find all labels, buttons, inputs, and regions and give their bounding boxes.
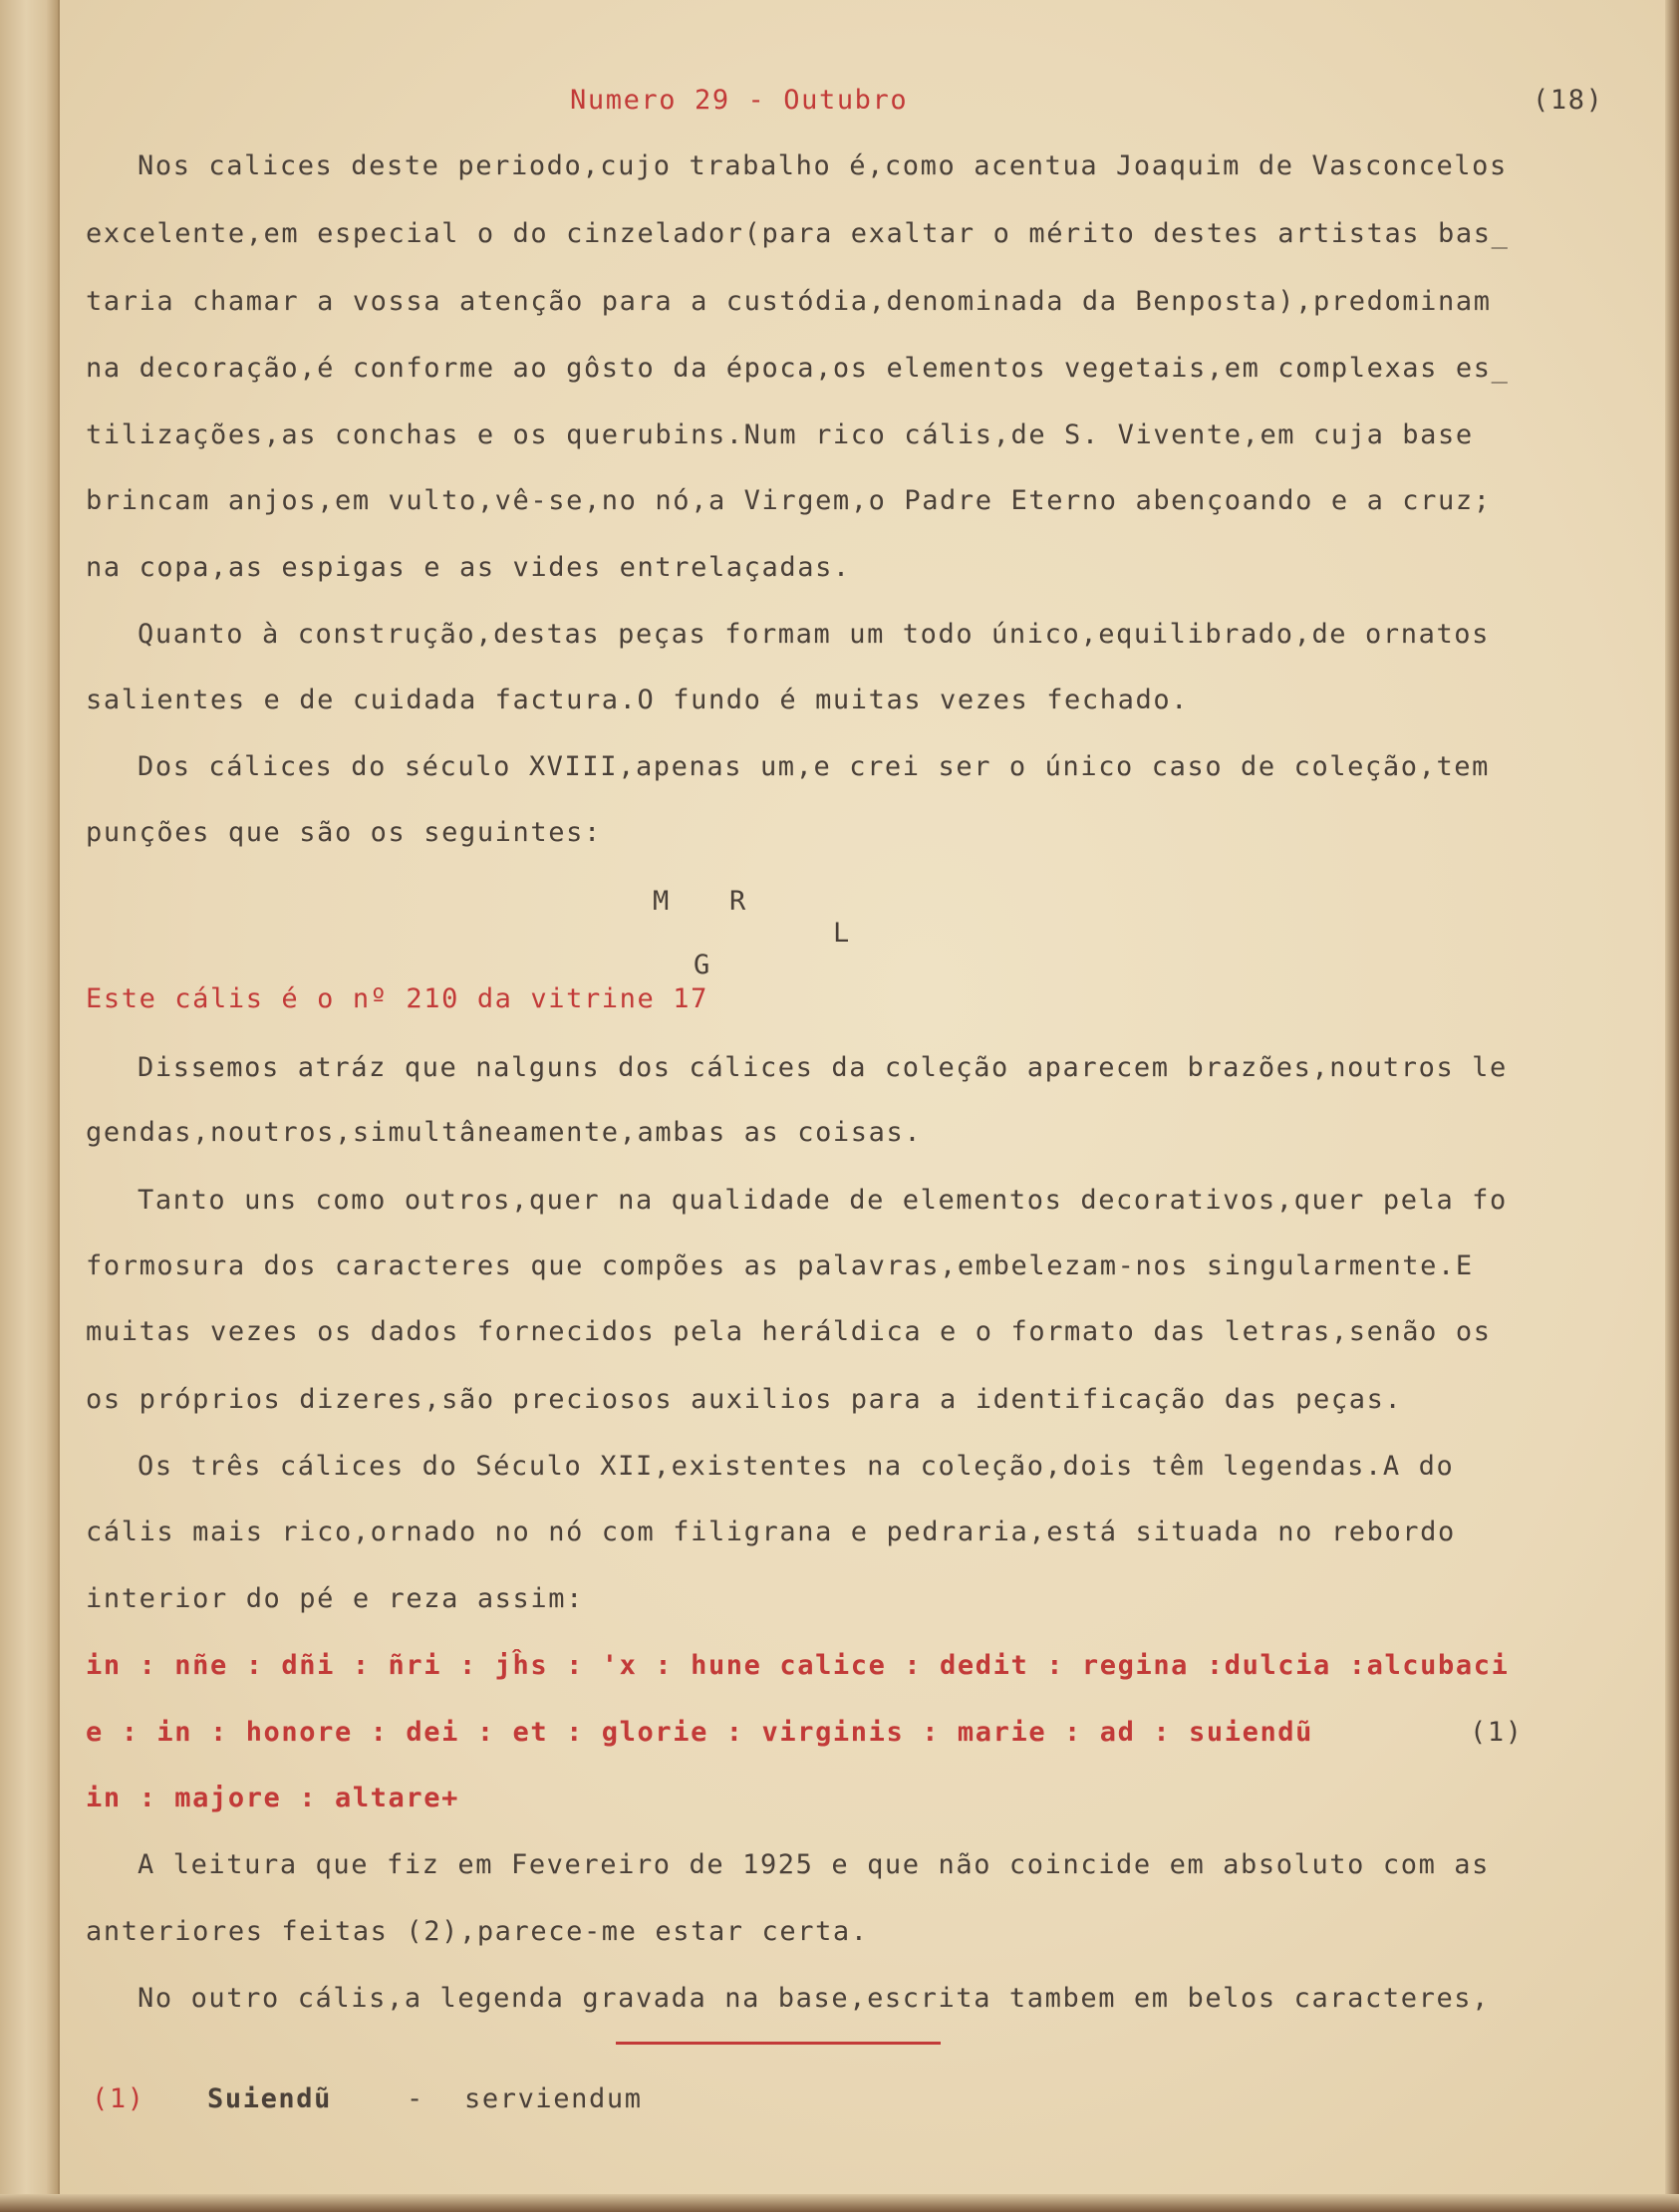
footnote-reference: (1) (1470, 1717, 1524, 1748)
hallmark-letter: L (833, 918, 851, 949)
hallmark-letter: M (653, 886, 671, 917)
text-line: A leitura que fiz em Fevereiro de 1925 e que não coincide em absoluto com as (138, 1849, 1491, 1880)
text-line: interior do pé e reza assim: (86, 1583, 584, 1614)
page-edge-right (1665, 0, 1679, 2212)
text-line: taria chamar a vossa atenção para a custódia,denominada da Benposta),predominam (86, 286, 1492, 317)
text-line: muitas vezes os dados fornecidos pela heráldica e o formato das letras,senão os (86, 1316, 1492, 1347)
text-line: na copa,as espigas e as vides entrelaçadas. (86, 552, 851, 583)
text-line: Nos calices deste periodo,cujo trabalho é,como acentua Joaquim de Vasconcelos (138, 150, 1508, 181)
text-line: gendas,noutros,simultâneamente,ambas as coisas. (86, 1117, 923, 1148)
text-line: Os três cálices do Século XII,existentes na coleção,dois têm legendas.A do (138, 1451, 1455, 1482)
text-line: Dos cálices do século XVIII,apenas um,e crei ser o único caso de coleção,tem (138, 751, 1491, 782)
hallmark-letter: R (729, 886, 747, 917)
text-line: anteriores feitas (2),parece-me estar certa. (86, 1916, 869, 1947)
text-line: Dissemos atráz que nalguns dos cálices da coleção aparecem brazões,noutros le (138, 1052, 1508, 1083)
page-number: (18) (1533, 85, 1604, 116)
text-line: tilizações,as conchas e os querubins.Num rico cális,de S. Vivente,em cuja base (86, 419, 1474, 450)
text-line: No outro cális,a legenda gravada na base,escrita tambem em belos caracteres, (138, 1983, 1491, 2014)
footnote-meaning: serviendum (464, 2083, 643, 2114)
text-line: punções que são os seguintes: (86, 817, 602, 848)
inscription-line: e : in : honore : dei : et : glorie : virginis : marie : ad : suiendũ (86, 1717, 1314, 1748)
text-line: formosura dos caracteres que compões as palavras,embelezam-nos singularmente.E (86, 1250, 1474, 1281)
text-line: os próprios dizeres,são preciosos auxilios para a identificação das peças. (86, 1384, 1403, 1415)
red-note: Este cális é o nº 210 da vitrine 17 (86, 983, 708, 1014)
text-line: Tanto uns como outros,quer na qualidade de elementos decorativos,quer pela fo (138, 1185, 1508, 1216)
inscription-line: in : nñe : dñi : ñri : jĥs : 'x : hune calice : dedit : regina :dulcia :alcubaci (86, 1650, 1510, 1681)
text-line: Quanto à construção,destas peças formam um todo único,equilibrado,de ornatos (138, 619, 1491, 650)
text-line: brincam anjos,em vulto,vê-se,no nó,a Virgem,o Padre Eterno abençoando e a cruz; (86, 485, 1492, 516)
footnote-number: (1) (92, 2083, 145, 2114)
text-line: na decoração,é conforme ao gôsto da época,os elementos vegetais,em complexas es_ (86, 353, 1510, 384)
footnote-term: Suiendũ (207, 2083, 332, 2114)
text-line: cális mais rico,ornado no nó com filigrana e pedraria,está situada no rebordo (86, 1517, 1456, 1547)
text-line: excelente,em especial o do cinzelador(para exaltar o mérito destes artistas bas_ (86, 218, 1510, 249)
header-title: Numero 29 - Outubro (570, 85, 909, 116)
inscription-line: in : majore : altare+ (86, 1783, 459, 1813)
page-binding (0, 0, 60, 2212)
text-line: salientes e de cuidada factura.O fundo é muitas vezes fechado. (86, 685, 1190, 715)
page-edge-bottom (0, 2194, 1679, 2212)
hallmark-letter: G (694, 950, 711, 980)
footnote-separator (616, 2042, 941, 2045)
footnote-dash: - (407, 2083, 424, 2114)
